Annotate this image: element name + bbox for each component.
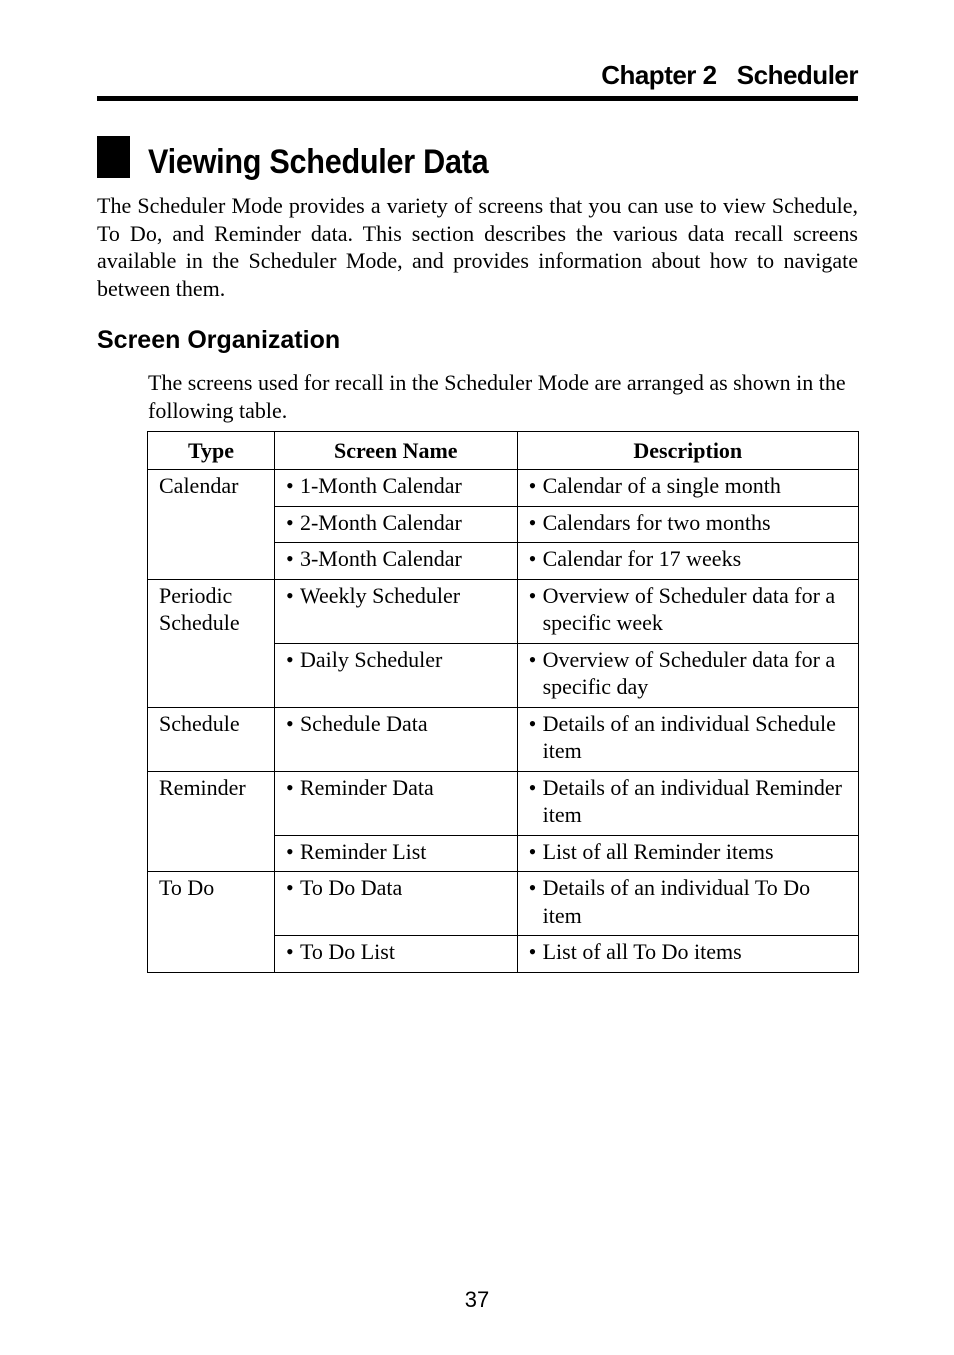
description-text: Details of an individual Reminder item bbox=[542, 774, 842, 827]
bullet-item bbox=[286, 838, 507, 866]
screen-name-cell bbox=[274, 771, 517, 835]
description-cell bbox=[517, 643, 858, 707]
screen-name-text: To Do Data bbox=[299, 875, 403, 900]
description-text: Overview of Scheduler data for a specific day bbox=[542, 646, 836, 699]
subsection-paragraph: The screens used for recall in the Scheduler Mode are arranged as shown in the following table. bbox=[148, 370, 846, 423]
description-cell bbox=[517, 771, 858, 835]
screen-name-text: 2-Month Calendar bbox=[299, 509, 462, 535]
intro-paragraph: The Scheduler Mode provides a variety of screens that you can use to view Schedule, To Do, and Reminder data. This section describes the various data recall screens available in the Scheduler Mode, and provides information about how to navigate between them. bbox=[97, 193, 858, 301]
bullet-icon: • bbox=[285, 774, 294, 800]
bullet-item bbox=[286, 582, 507, 610]
description-cell bbox=[517, 936, 858, 973]
bullet-item bbox=[286, 874, 507, 902]
screen-name-text: Schedule Data bbox=[299, 710, 428, 736]
bullet-icon: • bbox=[528, 875, 537, 900]
bullet-icon: • bbox=[285, 473, 294, 498]
table-header-row bbox=[148, 432, 859, 470]
bullet-icon: • bbox=[528, 646, 537, 672]
description-text: Details of an individual To Do item bbox=[542, 875, 811, 928]
section-title: Viewing Scheduler Data bbox=[148, 143, 489, 181]
type-cell: Calendar bbox=[148, 470, 275, 580]
bullet-icon: • bbox=[285, 838, 294, 864]
bullet-icon: • bbox=[285, 582, 294, 608]
screen-name-cell bbox=[274, 470, 517, 507]
screen-name-cell bbox=[274, 579, 517, 643]
screen-name-text: 3-Month Calendar bbox=[299, 546, 462, 571]
bullet-icon: • bbox=[528, 939, 537, 964]
screen-name-cell bbox=[274, 543, 517, 580]
bullet-icon: • bbox=[528, 710, 537, 736]
screen-name-cell bbox=[274, 506, 517, 543]
bullet-icon: • bbox=[285, 939, 294, 964]
description-text: List of all Reminder items bbox=[542, 838, 774, 864]
bullet-icon: • bbox=[285, 546, 294, 571]
table-row bbox=[148, 771, 859, 835]
bullet-item bbox=[286, 545, 507, 573]
type-cell: To Do bbox=[148, 872, 275, 973]
screen-name-text: To Do List bbox=[299, 939, 395, 964]
header-type: Type bbox=[148, 432, 275, 470]
description-text: Calendars for two months bbox=[542, 509, 771, 535]
table-body bbox=[148, 470, 859, 973]
bullet-item bbox=[529, 838, 848, 866]
bullet-icon: • bbox=[285, 646, 294, 672]
subsection-title: Screen Organization bbox=[97, 326, 341, 354]
screen-organization-table bbox=[147, 431, 859, 973]
bullet-item bbox=[529, 774, 848, 829]
description-cell bbox=[517, 470, 858, 507]
table-row bbox=[148, 470, 859, 507]
bullet-item bbox=[529, 938, 848, 966]
bullet-icon: • bbox=[528, 546, 537, 571]
bullet-icon: • bbox=[528, 473, 537, 498]
description-cell bbox=[517, 579, 858, 643]
screen-name-cell bbox=[274, 936, 517, 973]
screen-name-text: Reminder List bbox=[299, 838, 427, 864]
description-cell bbox=[517, 872, 858, 936]
description-cell bbox=[517, 835, 858, 872]
bullet-icon: • bbox=[285, 710, 294, 736]
chapter-title: Scheduler bbox=[736, 60, 858, 90]
bullet-item bbox=[529, 545, 848, 573]
screen-name-cell bbox=[274, 872, 517, 936]
section-marker-block bbox=[97, 136, 130, 178]
description-cell bbox=[517, 543, 858, 580]
page-number: 37 bbox=[464, 1287, 490, 1312]
screen-name-text: Weekly Scheduler bbox=[299, 582, 461, 608]
screen-name-text: 1-Month Calendar bbox=[299, 473, 462, 498]
description-text: Overview of Scheduler data for a specific week bbox=[542, 582, 836, 635]
screen-name-cell bbox=[274, 707, 517, 771]
bullet-icon: • bbox=[528, 582, 537, 608]
bullet-item bbox=[529, 710, 848, 765]
description-cell bbox=[517, 707, 858, 771]
table-row bbox=[148, 579, 859, 643]
table-row bbox=[148, 707, 859, 771]
bullet-item bbox=[529, 646, 848, 701]
header-description: Description bbox=[517, 432, 858, 470]
header-screen-name: Screen Name bbox=[274, 432, 517, 470]
type-cell: Periodic Schedule bbox=[148, 579, 275, 707]
bullet-icon: • bbox=[285, 875, 294, 900]
bullet-item bbox=[286, 774, 507, 802]
bullet-item bbox=[529, 472, 848, 500]
description-text: Calendar of a single month bbox=[542, 473, 781, 498]
bullet-item bbox=[286, 938, 507, 966]
bullet-item bbox=[286, 472, 507, 500]
table-row bbox=[148, 872, 859, 936]
bullet-icon: • bbox=[285, 509, 294, 535]
bullet-icon: • bbox=[528, 509, 537, 535]
type-cell: Reminder bbox=[148, 771, 275, 872]
bullet-icon: • bbox=[528, 838, 537, 864]
description-text: Details of an individual Schedule item bbox=[542, 710, 836, 763]
bullet-item bbox=[529, 509, 848, 537]
description-text: Calendar for 17 weeks bbox=[542, 546, 742, 571]
type-cell: Schedule bbox=[148, 707, 275, 771]
header-rule bbox=[97, 96, 858, 101]
screen-name-cell bbox=[274, 835, 517, 872]
screen-name-text: Reminder Data bbox=[299, 774, 434, 800]
bullet-item bbox=[286, 710, 507, 738]
chapter-header bbox=[601, 60, 858, 91]
bullet-item bbox=[529, 874, 848, 929]
screen-name-cell bbox=[274, 643, 517, 707]
bullet-icon: • bbox=[528, 774, 537, 800]
screen-name-text: Daily Scheduler bbox=[299, 646, 443, 672]
chapter-label: Chapter 2 bbox=[601, 60, 717, 90]
description-cell bbox=[517, 506, 858, 543]
bullet-item bbox=[286, 646, 507, 674]
bullet-item bbox=[286, 509, 507, 537]
bullet-item bbox=[529, 582, 848, 637]
description-text: List of all To Do items bbox=[542, 939, 742, 964]
